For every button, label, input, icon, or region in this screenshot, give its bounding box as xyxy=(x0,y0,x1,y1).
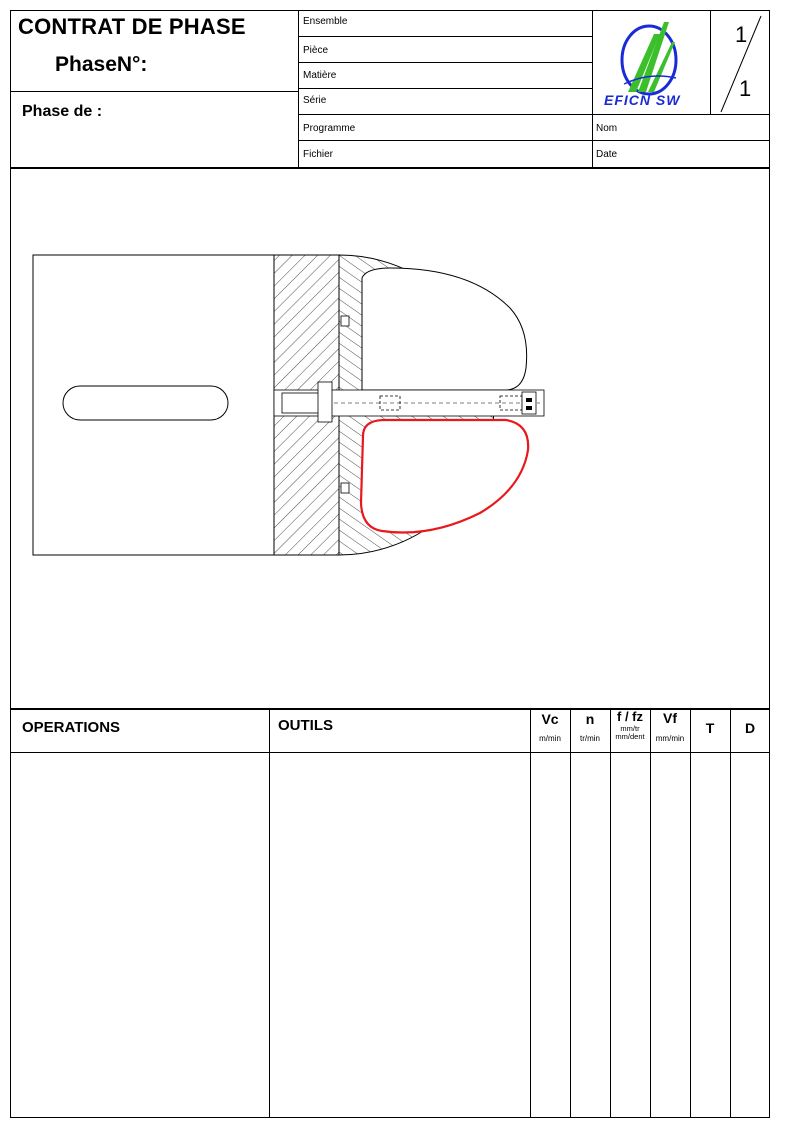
table-col-divider xyxy=(650,708,651,1118)
field-row-line xyxy=(298,36,592,37)
table-header-line xyxy=(10,752,770,753)
logo-text: EFICN SW xyxy=(604,92,681,108)
header-vline-2 xyxy=(592,10,593,167)
drawing-svg xyxy=(10,168,770,708)
field-row-line xyxy=(298,140,770,141)
col-f-unit: mm/tr mm/dent xyxy=(615,724,645,741)
col-f-label: f / fz xyxy=(617,709,643,724)
table-col-divider xyxy=(730,708,731,1118)
table-col-divider xyxy=(690,708,691,1118)
table-col-divider xyxy=(530,708,531,1118)
fixture-block xyxy=(33,255,274,555)
phase-number-label: PhaseN°: xyxy=(55,53,148,76)
field-row-line xyxy=(298,88,592,89)
table-col-divider xyxy=(610,708,611,1118)
company-logo xyxy=(594,12,708,112)
field-programme: Programme xyxy=(303,123,356,134)
table-col-divider xyxy=(570,708,571,1118)
field-matiere: Matière xyxy=(303,70,337,81)
col-vc-label: Vc xyxy=(541,711,559,727)
field-row-line xyxy=(298,62,592,63)
field-nom: Nom xyxy=(596,123,618,134)
col-t-label: T xyxy=(705,720,715,736)
field-piece: Pièce xyxy=(303,45,329,56)
col-vc-unit: m/min xyxy=(539,734,561,743)
field-date: Date xyxy=(596,149,618,160)
upper-pocket xyxy=(362,268,527,390)
slot xyxy=(63,386,228,420)
field-ensemble: Ensemble xyxy=(303,16,348,27)
col-d-label: D xyxy=(744,720,756,736)
part-drawing xyxy=(10,168,770,708)
col-vf-unit: mm/min xyxy=(655,734,685,743)
header-left-divider xyxy=(10,91,298,92)
table-col-divider xyxy=(269,708,270,1118)
col-n-unit: tr/min xyxy=(580,734,600,743)
page-total: 1 xyxy=(739,76,752,101)
field-row-line xyxy=(298,114,770,115)
field-fichier: Fichier xyxy=(303,149,334,160)
phase-de-label: Phase de : xyxy=(22,103,103,120)
col-vf-label: Vf xyxy=(663,710,677,726)
operations-header: OPERATIONS xyxy=(22,719,121,736)
field-serie: Série xyxy=(303,95,327,106)
lower-pocket-contour xyxy=(361,420,528,533)
sheet-title: CONTRAT DE PHASE xyxy=(18,14,246,39)
page-current: 1 xyxy=(735,22,748,47)
outils-header: OUTILS xyxy=(278,717,333,734)
col-n-label: n xyxy=(585,711,595,727)
